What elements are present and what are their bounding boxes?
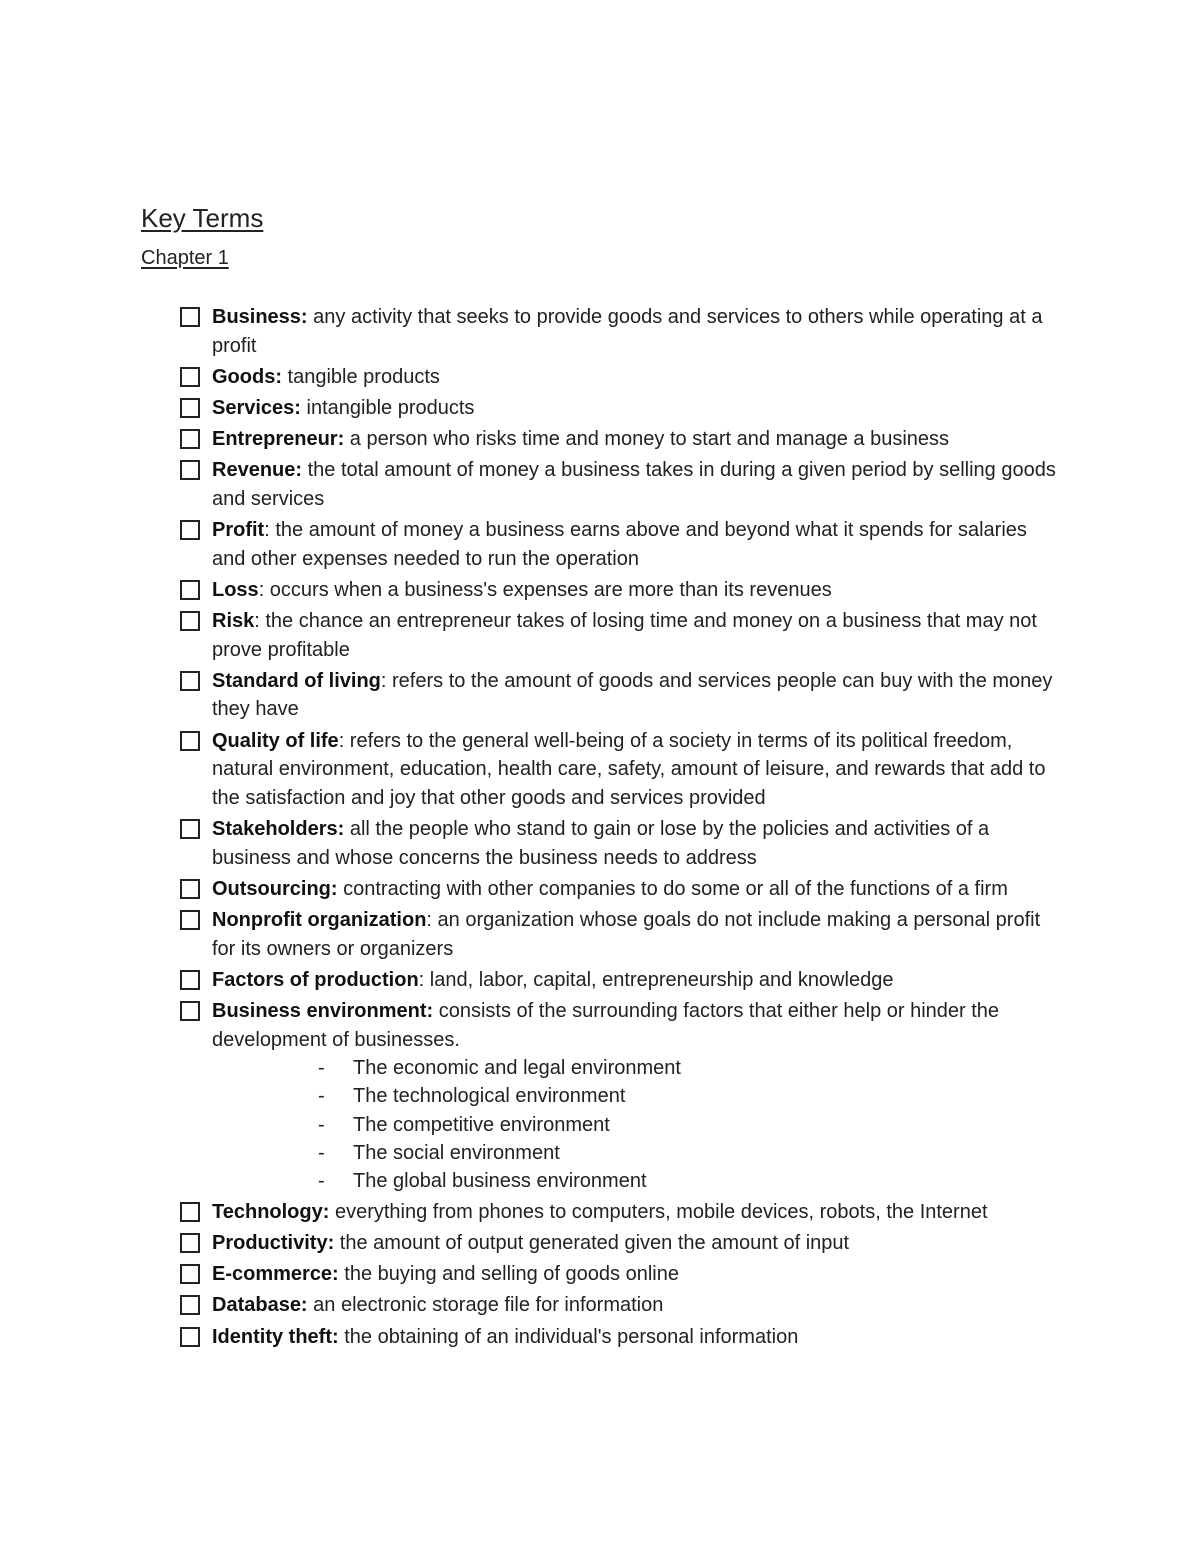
- checkbox-icon[interactable]: [180, 1327, 200, 1347]
- dash-marker: -: [318, 1141, 325, 1164]
- term-name: Business environment:: [212, 999, 434, 1022]
- term-name: Nonprofit organization: [212, 909, 427, 931]
- term-definition: : an organization whose goals do not include making a personal profit for its owners or organizers: [212, 909, 1041, 960]
- term-item: [0, 303, 1062, 360]
- term-item: [0, 667, 1062, 724]
- term-definition: the obtaining of an individual's personal information: [338, 1325, 799, 1348]
- term-definition: everything from phones to computers, mobile devices, robots, the Internet: [329, 1200, 988, 1223]
- term-name: Quality of life: [212, 729, 339, 752]
- term-name: Productivity:: [212, 1231, 335, 1254]
- term-item: [0, 997, 1062, 1195]
- term-definition: intangible products: [300, 396, 475, 419]
- term-name: Entrepreneur:: [212, 428, 345, 451]
- term-name: Services:: [212, 396, 301, 419]
- term-name: E-commerce:: [212, 1263, 339, 1286]
- checkbox-icon[interactable]: [180, 671, 200, 691]
- term-definition: contracting with other companies to do some or all of the functions of a firm: [337, 877, 1008, 900]
- dash-marker: -: [318, 1169, 325, 1192]
- checkbox-icon[interactable]: [180, 1202, 200, 1222]
- checkbox-icon[interactable]: [180, 1295, 200, 1315]
- term-definition: : refers to the general well-being of a society in terms of its political freedom, natural environment, education, health care, safety, amount of leisure, and rewards that add to the satisfaction and joy that other goods and services provided: [212, 729, 1046, 809]
- term-definition: the amount of output generated given the amount of input: [334, 1231, 850, 1254]
- term-definition: all the people who stand to gain or lose by the policies and activities of a business and whose concerns the business needs to address: [212, 818, 990, 869]
- checkbox-icon[interactable]: [180, 611, 200, 631]
- term-name: Database:: [212, 1294, 308, 1317]
- term-definition: the total amount of money a business takes in during a given period by selling goods and services: [212, 459, 1056, 510]
- term-item: [0, 875, 1062, 904]
- term-item: [0, 516, 1062, 573]
- sublist-item: [212, 1111, 1062, 1139]
- sublist-text: The global business environment: [353, 1169, 647, 1192]
- term-name: Revenue:: [212, 459, 303, 482]
- term-definition: : refers to the amount of goods and services people can buy with the money they have: [212, 669, 1053, 721]
- term-definition: any activity that seeks to provide goods and services to others while operating at a profit: [212, 306, 1043, 357]
- sublist-text: The social environment: [353, 1141, 560, 1164]
- term-name: Stakeholders:: [212, 818, 345, 841]
- checkbox-icon[interactable]: [180, 1001, 200, 1021]
- checkbox-icon[interactable]: [180, 520, 200, 540]
- sublist-item: [212, 1082, 1062, 1110]
- environment-sublist: [212, 1054, 1062, 1195]
- dash-marker: -: [318, 1085, 325, 1108]
- term-item: [0, 727, 1062, 813]
- key-terms-list: [0, 303, 1200, 1354]
- chapter-heading: Chapter 1: [141, 247, 229, 269]
- term-name: Business:: [212, 306, 308, 328]
- sublist-item: [212, 1054, 1062, 1082]
- checkbox-icon[interactable]: [180, 1264, 200, 1284]
- term-item: [0, 1323, 1062, 1352]
- term-name: Standard of living: [212, 669, 381, 692]
- dash-marker: -: [318, 1113, 325, 1136]
- term-item: [0, 363, 1062, 392]
- term-item: [0, 1291, 1062, 1320]
- checkbox-icon[interactable]: [180, 879, 200, 899]
- checkbox-icon[interactable]: [180, 429, 200, 449]
- term-item: [0, 1229, 1062, 1258]
- term-name: Risk: [212, 610, 255, 633]
- term-name: Factors of production: [212, 968, 419, 991]
- term-definition: : land, labor, capital, entrepreneurship and knowledge: [418, 968, 894, 991]
- term-definition: the buying and selling of goods online: [338, 1263, 679, 1286]
- sublist-text: The economic and legal environment: [353, 1057, 681, 1080]
- term-item: [0, 966, 1062, 995]
- sublist-item: [212, 1139, 1062, 1167]
- term-definition: a person who risks time and money to start and manage a business: [344, 428, 950, 451]
- term-name: Loss: [212, 578, 259, 601]
- checkbox-icon[interactable]: [180, 1233, 200, 1253]
- term-item: [0, 607, 1062, 664]
- term-name: Technology:: [212, 1200, 330, 1223]
- dash-marker: -: [318, 1057, 325, 1080]
- checkbox-icon[interactable]: [180, 731, 200, 751]
- page-title: Key Terms: [141, 203, 264, 233]
- checkbox-icon[interactable]: [180, 580, 200, 600]
- sublist-text: The competitive environment: [353, 1113, 610, 1136]
- term-name: Identity theft:: [212, 1325, 339, 1348]
- term-name: Goods:: [212, 365, 282, 388]
- term-item: [0, 576, 1062, 605]
- checkbox-icon[interactable]: [180, 970, 200, 990]
- term-item: [0, 394, 1062, 423]
- term-definition: : occurs when a business's expenses are more than its revenues: [258, 578, 832, 601]
- checkbox-icon[interactable]: [180, 367, 200, 387]
- term-definition: : the chance an entrepreneur takes of losing time and money on a business that may not prove profitable: [212, 610, 1037, 661]
- checkbox-icon[interactable]: [180, 307, 200, 327]
- term-item: [0, 456, 1062, 513]
- checkbox-icon[interactable]: [180, 910, 200, 930]
- checkbox-icon[interactable]: [180, 460, 200, 480]
- term-item: [0, 1198, 1062, 1227]
- checkbox-icon[interactable]: [180, 398, 200, 418]
- term-definition: tangible products: [282, 365, 440, 388]
- sublist-item: [212, 1167, 1062, 1195]
- term-definition: : the amount of money a business earns above and beyond what it spends for salaries and other expenses needed to run the operation: [212, 519, 1027, 570]
- term-name: Outsourcing:: [212, 877, 338, 900]
- term-definition: consists of the surrounding factors that either help or hinder the development of businesses.: [212, 999, 1000, 1051]
- term-item: [0, 1260, 1062, 1289]
- term-name: Profit: [212, 519, 265, 542]
- term-item: [0, 425, 1062, 454]
- term-definition: an electronic storage file for information: [307, 1294, 664, 1317]
- checkbox-icon[interactable]: [180, 819, 200, 839]
- term-item: [0, 906, 1062, 963]
- sublist-text: The technological environment: [353, 1085, 626, 1108]
- term-item: [0, 815, 1062, 872]
